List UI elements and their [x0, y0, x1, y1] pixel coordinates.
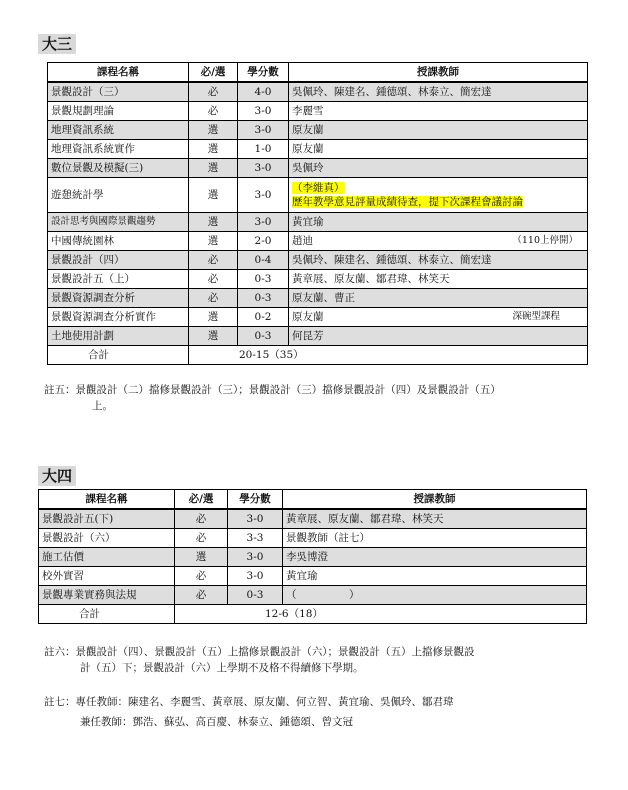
course-type: 選 [189, 213, 238, 232]
header-type: 必/選 [189, 63, 238, 83]
note-6 [44, 644, 589, 676]
course-type: 選 [189, 308, 238, 327]
course-credits: 3-0 [228, 509, 283, 529]
highlighted-remark: 歷年教學意見評量成績待查，提下次課程會議討論 [292, 196, 523, 208]
course-type: 選 [189, 327, 238, 346]
total-label: 合計 [39, 605, 175, 624]
course-teacher: 何昆芳 [289, 327, 588, 346]
course-name: 景觀資源調查分析實作 [48, 308, 189, 327]
table-header-row [39, 490, 587, 510]
course-type: 必 [189, 270, 238, 289]
note-5-line2: 上。 [92, 400, 113, 412]
table-row [48, 140, 588, 159]
note-6-line2: 計（五）下；景觀設計（六）上學期不及格不得續修下學期。 [80, 662, 364, 674]
course-type: 選 [189, 140, 238, 159]
course-type: 選 [189, 159, 238, 178]
course-type: 必 [175, 567, 228, 586]
course-credits: 0-3 [228, 586, 283, 605]
course-credits: 2-0 [238, 232, 289, 251]
table-row [39, 509, 587, 529]
course-teacher: 黃章展、原友蘭、鄒君瑋、林笑天 [289, 270, 588, 289]
course-credits: 3-0 [238, 121, 289, 140]
course-name: 施工估價 [39, 548, 175, 567]
note-5-line1: 註五：景觀設計（二）擋修景觀設計（三）；景觀設計（三）擋修景觀設計（四）及景觀設計（五） [44, 384, 501, 396]
year3-course-table [47, 62, 588, 365]
course-remark: （110上停開） [512, 235, 578, 246]
course-name: 中國傳統園林 [48, 232, 189, 251]
course-teacher: 吳佩玲 [289, 159, 588, 178]
course-type: 必 [189, 82, 238, 102]
course-name: 景觀設計（三） [48, 82, 189, 102]
table-row [39, 586, 587, 605]
course-credits: 3-3 [228, 529, 283, 548]
course-type: 必 [175, 586, 228, 605]
course-credits: 0-4 [238, 251, 289, 270]
table-row [39, 548, 587, 567]
course-type: 選 [189, 232, 238, 251]
course-credits: 3-0 [238, 159, 289, 178]
table-row [48, 270, 588, 289]
course-teacher: （ ） [283, 586, 587, 605]
header-type: 必/選 [175, 490, 228, 510]
course-name: 校外實習 [39, 567, 175, 586]
total-row [39, 605, 587, 624]
course-teacher: 黃宜瑜 [289, 213, 588, 232]
course-name: 景觀設計（四） [48, 251, 189, 270]
table-row [48, 289, 588, 308]
course-credits: 3-0 [228, 567, 283, 586]
course-teacher: 李吳博澄 [283, 548, 587, 567]
table-row [39, 567, 587, 586]
course-type: 選 [189, 121, 238, 140]
course-type: 必 [189, 251, 238, 270]
course-name: 景觀設計五(下) [39, 509, 175, 529]
course-name: 土地使用計劃 [48, 327, 189, 346]
total-row [48, 346, 588, 365]
course-teacher: 原友蘭 [289, 140, 588, 159]
course-teacher: 吳佩玲、陳建名、鍾德頌、林泰立、簡宏達 [289, 82, 588, 102]
course-teacher: 李麗雪 [289, 102, 588, 121]
course-credits: 0-2 [238, 308, 289, 327]
table-row [48, 213, 588, 232]
course-teacher: 黃章展、原友蘭、鄒君瑋、林笑天 [283, 509, 587, 529]
table-row [48, 251, 588, 270]
course-teacher: 原友蘭、曹正 [289, 289, 588, 308]
course-credits: 0-3 [238, 289, 289, 308]
course-teacher: 景觀教師（註七） [283, 529, 587, 548]
header-teacher: 授課教師 [289, 63, 588, 83]
table-row [48, 232, 588, 251]
section-title-year3: 大三 [38, 34, 76, 54]
note-6-line1: 註六：景觀設計（四）、景觀設計（五）上擋修景觀設計（六）；景觀設計（五）上擋修景觀設 [44, 646, 475, 658]
total-value: 12-6（18） [175, 605, 587, 624]
course-name: 設計思考與國際景觀趨勢 [48, 213, 189, 232]
table-row [48, 102, 588, 121]
header-credits: 學分數 [228, 490, 283, 510]
total-label: 合計 [48, 346, 189, 365]
course-credits: 0-3 [238, 327, 289, 346]
course-credits: 1-0 [238, 140, 289, 159]
table-row [48, 121, 588, 140]
table-row [48, 308, 588, 327]
section-title-year4: 大四 [38, 466, 76, 486]
header-teacher: 授課教師 [283, 490, 587, 510]
course-type: 選 [189, 178, 238, 213]
table-row [48, 178, 588, 213]
note-7-line1: 註七：專任教師：陳建名、李麗雪、黃章展、原友蘭、何立智、黃宜瑜、吳佩玲、鄒君瑋 [44, 696, 454, 708]
course-type: 選 [175, 548, 228, 567]
header-course-name: 課程名稱 [39, 490, 175, 510]
header-credits: 學分數 [238, 63, 289, 83]
course-credits: 3-0 [238, 178, 289, 213]
course-teacher-cell [289, 308, 588, 327]
course-name: 景觀設計五（上） [48, 270, 189, 289]
course-teacher: 原友蘭 [289, 121, 588, 140]
note-5 [44, 382, 589, 414]
course-teacher-cell [289, 178, 588, 213]
course-name: 景觀設計（六） [39, 529, 175, 548]
table-row [48, 327, 588, 346]
course-credits: 3-0 [238, 213, 289, 232]
course-credits: 3-0 [228, 548, 283, 567]
header-course-name: 課程名稱 [48, 63, 189, 83]
note-7-line2: 兼任教師：鄧浩、蘇弘、高百慶、林泰立、鍾德頌、曾文冠 [80, 716, 353, 728]
table-row [48, 159, 588, 178]
course-credits: 3-0 [238, 102, 289, 121]
course-type: 必 [189, 289, 238, 308]
year4-course-table [38, 489, 587, 624]
course-name: 地理資訊系統 [48, 121, 189, 140]
table-row [48, 82, 588, 102]
course-type: 必 [175, 509, 228, 529]
course-credits: 0-3 [238, 270, 289, 289]
table-header-row [48, 63, 588, 83]
total-value: 20-15（35） [189, 346, 588, 365]
course-type: 必 [175, 529, 228, 548]
course-teacher: 黃宜瑜 [283, 567, 587, 586]
course-name: 數位景觀及模擬(三) [48, 159, 189, 178]
course-name: 遊憩統計學 [48, 178, 189, 213]
course-teacher: 吳佩玲、陳建名、鍾德頌、林泰立、簡宏達 [289, 251, 588, 270]
course-remark: 深碗型課程 [512, 311, 560, 322]
course-name: 景觀專業實務與法規 [39, 586, 175, 605]
course-name: 景觀資源調查分析 [48, 289, 189, 308]
course-teacher: 原友蘭 [292, 311, 324, 323]
course-teacher: 趙迪 [292, 235, 313, 247]
course-teacher-cell [289, 232, 588, 251]
course-credits: 4-0 [238, 82, 289, 102]
note-7 [44, 692, 589, 732]
highlighted-teacher: （李維真） [292, 182, 345, 194]
course-type: 必 [189, 102, 238, 121]
course-name: 景觀規劃理論 [48, 102, 189, 121]
course-name: 地理資訊系統實作 [48, 140, 189, 159]
table-row [39, 529, 587, 548]
